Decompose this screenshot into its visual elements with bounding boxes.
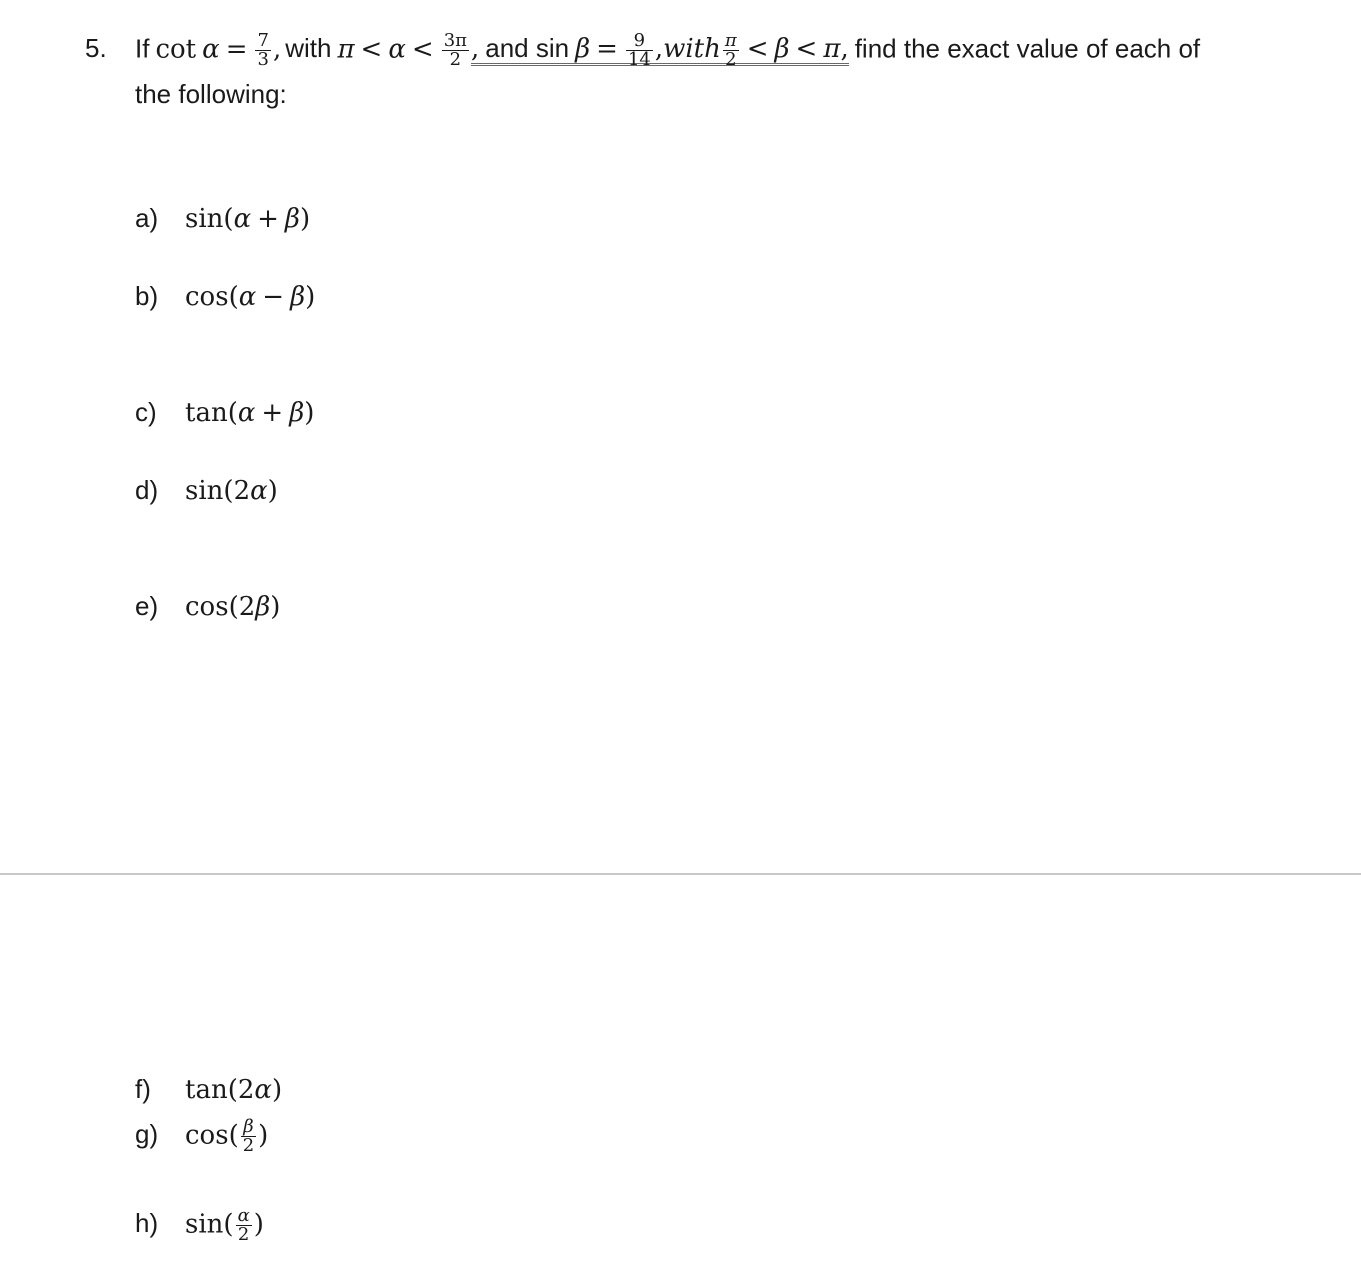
paren-open: (: [223, 476, 234, 506]
alpha-symbol: α: [388, 34, 406, 65]
page-break-divider: [0, 873, 1361, 875]
cot-func: cot: [155, 34, 197, 65]
trig-func: cos: [185, 1120, 229, 1151]
fraction-sin-value: [626, 32, 653, 69]
question-number: 5.: [85, 33, 107, 63]
comma: ,: [840, 34, 849, 65]
item-label: a): [135, 203, 159, 233]
operator: +: [257, 204, 279, 234]
less-than: <: [360, 34, 383, 65]
paren-close: ): [253, 1209, 264, 1240]
pi-symbol: π: [823, 34, 841, 65]
fraction-denominator: 14: [627, 49, 651, 70]
paren-open: (: [227, 398, 238, 428]
alpha-symbol: α: [250, 476, 268, 506]
fraction-numerator: β: [243, 1116, 254, 1137]
paren-open: (: [228, 592, 239, 622]
item-label: f): [135, 1074, 151, 1104]
less-than: <: [411, 34, 434, 65]
alpha-symbol: α: [202, 34, 220, 65]
less-than: <: [795, 34, 818, 65]
item-label: b): [135, 281, 159, 311]
trig-func: sin: [185, 476, 224, 506]
equals-sign: =: [225, 34, 248, 65]
alpha-symbol: α: [237, 398, 256, 428]
item-label: e): [135, 591, 159, 621]
list-item-e: [135, 590, 280, 623]
paren-close: ): [304, 398, 315, 428]
fraction-denominator: 2: [242, 1135, 255, 1156]
beta-symbol: β: [290, 282, 306, 312]
fraction-denominator: 2: [725, 49, 737, 70]
alpha-symbol: α: [233, 204, 252, 234]
alpha-symbol: α: [254, 1075, 272, 1105]
trig-func: tan: [185, 1075, 228, 1105]
fraction-denominator: 2: [237, 1224, 250, 1245]
coefficient: 2: [238, 592, 256, 622]
fraction-numerator: 9: [633, 30, 646, 51]
text-and-sin: and sin: [485, 33, 570, 64]
list-item-c: [135, 396, 314, 429]
paren-open: (: [223, 1209, 234, 1240]
list-item-h: [135, 1207, 264, 1244]
paren-close: ): [267, 476, 278, 506]
paren-close: ): [270, 592, 281, 622]
coefficient: 2: [237, 1075, 255, 1105]
fraction-numerator: π: [724, 30, 737, 51]
list-item-g: [135, 1118, 268, 1155]
beta-symbol: β: [284, 204, 300, 234]
trig-func: cos: [185, 282, 229, 312]
item-label: g): [135, 1119, 159, 1150]
text-if: If: [135, 33, 150, 64]
paren-open: (: [227, 1075, 238, 1105]
item-label: c): [135, 397, 157, 427]
paren-close: ): [271, 1075, 283, 1105]
list-item-f: [135, 1073, 282, 1106]
trig-func: sin: [185, 1209, 224, 1240]
paren-close: ): [305, 282, 316, 312]
beta-symbol: β: [289, 398, 305, 428]
comma: ,: [471, 34, 480, 65]
trig-func: tan: [185, 398, 228, 428]
fraction-cot-value: [255, 32, 270, 69]
item-label: d): [135, 475, 159, 505]
fraction-half-angle: [236, 1207, 252, 1244]
text-with-italic: with: [663, 34, 721, 65]
paren-close: ): [258, 1120, 269, 1151]
beta-symbol: β: [774, 34, 790, 65]
paren-open: (: [223, 204, 234, 234]
text-with: with: [285, 33, 332, 64]
list-item-d: [135, 474, 278, 507]
problem-line-1: [135, 32, 1200, 69]
trig-func: sin: [185, 204, 224, 234]
underlined-segment: [471, 30, 849, 70]
paren-close: ): [299, 204, 311, 234]
operator: −: [262, 282, 285, 312]
fraction-denominator: 3: [257, 49, 269, 70]
fraction-numerator: α: [237, 1205, 250, 1226]
fraction-half-angle: [241, 1118, 256, 1155]
fraction-three-pi-over-two: [442, 32, 469, 69]
less-than: <: [746, 34, 769, 65]
fraction-pi-over-two: [723, 32, 739, 69]
problem-line-2: the following:: [135, 79, 287, 109]
equals-sign: =: [596, 34, 618, 65]
coefficient: 2: [233, 476, 251, 506]
comma: ,: [654, 34, 664, 65]
item-label: h): [135, 1208, 159, 1239]
fraction-denominator: 2: [449, 49, 462, 70]
paren-open: (: [228, 1120, 239, 1151]
alpha-symbol: α: [238, 282, 257, 312]
fraction-numerator: 7: [257, 30, 269, 51]
operator: +: [261, 398, 284, 428]
trig-func: cos: [185, 592, 229, 622]
beta-symbol: β: [575, 34, 591, 65]
pi-symbol: π: [337, 34, 355, 65]
list-item-b: [135, 280, 315, 313]
comma: ,: [272, 34, 282, 65]
fraction-numerator: 3π: [443, 30, 467, 51]
paren-open: (: [228, 282, 239, 312]
beta-symbol: β: [255, 592, 271, 622]
text-tail: find the exact value of each of: [854, 33, 1201, 64]
list-item-a: [135, 202, 310, 235]
